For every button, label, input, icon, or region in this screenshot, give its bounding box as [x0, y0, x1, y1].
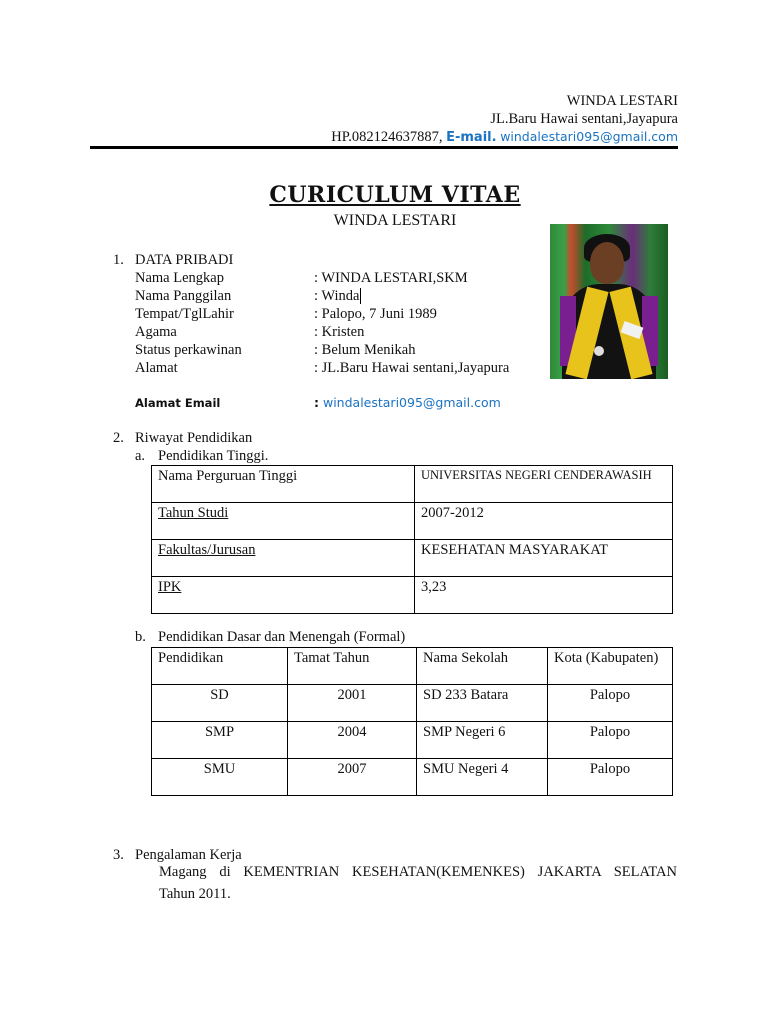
- email-link[interactable]: windalestari095@gmail.com: [322, 395, 501, 410]
- higher-education-table: [151, 465, 673, 614]
- table-row: [152, 540, 673, 577]
- table-header-cell: Nama Sekolah: [417, 648, 548, 685]
- table-cell: SD: [152, 685, 288, 722]
- table-row: [152, 685, 673, 722]
- photo-face: [590, 242, 624, 284]
- field-label-nickname: Nama Panggilan: [135, 288, 232, 304]
- field-value-email: [314, 395, 501, 410]
- table-row: [152, 577, 673, 614]
- table-cell: SD 233 Batara: [417, 685, 548, 722]
- table-label-study-years: Tahun Studi: [152, 503, 415, 540]
- table-label-university: Nama Perguruan Tinggi: [152, 466, 415, 503]
- table-cell: Palopo: [548, 759, 673, 796]
- header-phone: HP.082124637887,: [331, 129, 443, 145]
- header-contact: [331, 129, 678, 146]
- field-label-address: Alamat: [135, 360, 178, 376]
- table-row: [152, 503, 673, 540]
- table-label-faculty: Fakultas/Jurusan: [152, 540, 415, 577]
- field-label-full-name: Nama Lengkap: [135, 270, 224, 286]
- section1-heading: DATA PRIBADI: [135, 252, 234, 268]
- table-row: [152, 759, 673, 796]
- table-value-gpa: 3,23: [415, 577, 673, 614]
- table-label-gpa: IPK: [152, 577, 415, 614]
- table-header-cell: Pendidikan: [152, 648, 288, 685]
- section2b-marker: b.: [135, 629, 146, 645]
- table-cell: Palopo: [548, 722, 673, 759]
- table-cell: SMP: [152, 722, 288, 759]
- section2b-heading: Pendidikan Dasar dan Menengah (Formal): [158, 629, 406, 645]
- table-row: [152, 466, 673, 503]
- section1-number: 1.: [113, 252, 124, 268]
- section2a-heading: Pendidikan Tinggi.: [158, 448, 269, 464]
- nickname-text: : Winda: [314, 288, 360, 304]
- text-cursor: [360, 288, 361, 304]
- section2-number: 2.: [113, 430, 124, 446]
- table-cell: 2001: [288, 685, 417, 722]
- table-value-university: UNIVERSITAS NEGERI CENDERAWASIH: [415, 466, 673, 503]
- experience-line-2: Tahun 2011.: [159, 886, 231, 902]
- profile-photo: [550, 224, 668, 379]
- table-value-faculty: KESEHATAN MASYARAKAT: [415, 540, 673, 577]
- field-value-full-name: : WINDA LESTARI,SKM: [314, 270, 468, 286]
- field-label-email: Alamat Email: [135, 396, 221, 410]
- table-cell: 2004: [288, 722, 417, 759]
- field-label-marital-status: Status perkawinan: [135, 342, 242, 358]
- table-cell: SMP Negeri 6: [417, 722, 548, 759]
- field-value-marital-status: : Belum Menikah: [314, 342, 416, 358]
- section3-number: 3.: [113, 847, 124, 863]
- header-email-link[interactable]: windalestari095@gmail.com: [500, 129, 678, 144]
- email-colon: :: [314, 395, 319, 410]
- field-value-address: : JL.Baru Hawai sentani,Jayapura: [314, 360, 510, 376]
- basic-education-table: [151, 647, 673, 796]
- header-divider: [90, 146, 678, 149]
- document-subtitle: WINDA LESTARI: [333, 212, 457, 229]
- field-value-religion: : Kristen: [314, 324, 365, 340]
- field-value-nickname: [314, 288, 361, 305]
- experience-line-1: Magang di KEMENTRIAN KESEHATAN(KEMENKES) JAKARTA SELATAN: [159, 864, 677, 880]
- table-cell: SMU: [152, 759, 288, 796]
- field-label-religion: Agama: [135, 324, 177, 340]
- table-row: [152, 722, 673, 759]
- field-label-birth: Tempat/TglLahir: [135, 306, 234, 322]
- table-cell: Palopo: [548, 685, 673, 722]
- field-value-birth: : Palopo, 7 Juni 1989: [314, 306, 437, 322]
- table-header-row: [152, 648, 673, 685]
- table-value-study-years: 2007-2012: [415, 503, 673, 540]
- table-header-cell: Tamat Tahun: [288, 648, 417, 685]
- section2-heading: Riwayat Pendidikan: [135, 430, 253, 446]
- document-title: CURICULUM VITAE: [269, 182, 521, 208]
- header-email-label: E-mail.: [446, 130, 497, 145]
- header-name: WINDA LESTARI: [566, 93, 678, 109]
- table-cell: SMU Negeri 4: [417, 759, 548, 796]
- table-header-cell: Kota (Kabupaten): [548, 648, 673, 685]
- header-address: JL.Baru Hawai sentani,Jayapura: [490, 111, 678, 127]
- section3-heading: Pengalaman Kerja: [135, 847, 242, 863]
- section2a-marker: a.: [135, 448, 146, 464]
- photo-medal: [594, 346, 604, 356]
- table-cell: 2007: [288, 759, 417, 796]
